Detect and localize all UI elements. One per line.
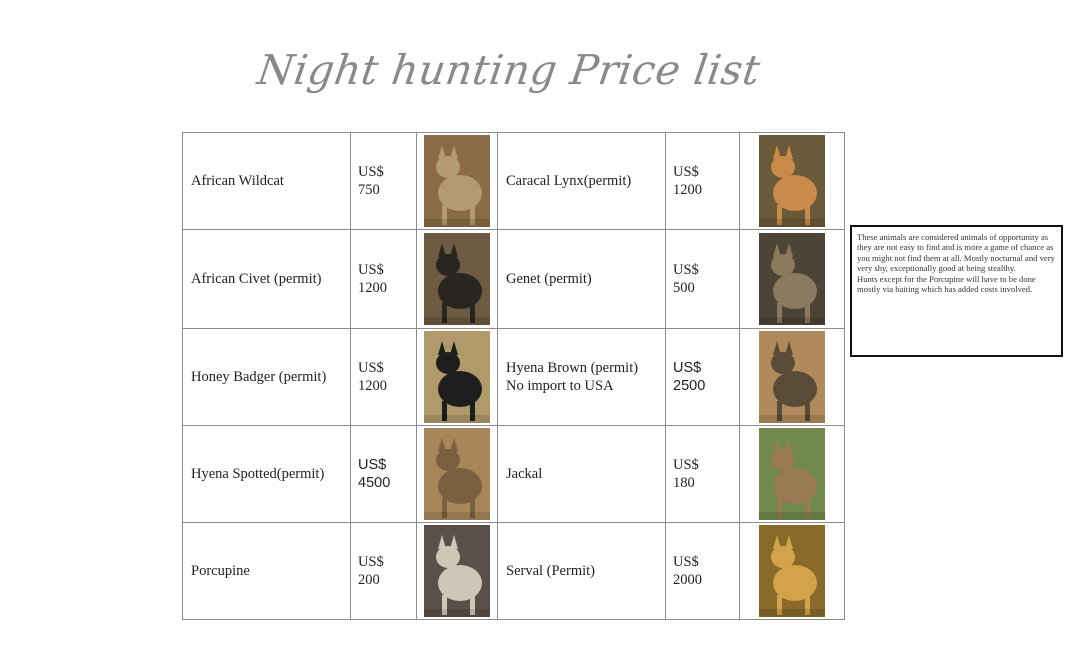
porcupine-photo [424,525,490,617]
photo-cell [740,523,845,620]
honey-badger-photo [424,331,490,423]
animal-name-cell [498,230,666,329]
photo-cell [740,230,845,329]
animal-name: Jackal [506,466,543,482]
animal-name: Hyena Spotted(permit) [191,466,325,482]
photo-cell [417,426,498,523]
price-value: 200 [358,572,380,588]
price-cell [351,523,417,620]
animal-name-cell [183,329,351,426]
table-row [183,230,845,329]
table-row [183,329,845,426]
animal-note: No import to USA [506,378,614,394]
currency-label: US$ [673,262,699,278]
currency-label: US$ [358,262,384,278]
caracal-photo [759,135,825,227]
currency-label: US$ [358,360,384,376]
price-cell [351,230,417,329]
animal-name-cell [183,523,351,620]
animal-name-cell [498,426,666,523]
animal-name: Caracal Lynx(permit) [506,173,632,189]
animal-name-cell [183,133,351,230]
price-value: 750 [358,182,380,198]
photo-cell [740,329,845,426]
price-cell [666,133,740,230]
price-value: 1200 [673,182,702,198]
animal-name-cell [183,230,351,329]
brown-hyena-photo [759,331,825,423]
table-row [183,133,845,230]
price-table [182,132,845,620]
note-text-1: These animals are considered animals of opportunity as they are not easy to find and is more a game of chance as you might not find them at all. Mostly nocturnal and very very shy, exceptionally good at being stealthy. [857,232,1055,274]
animal-name: Genet (permit) [506,271,592,287]
spotted-hyena-photo [424,428,490,520]
animal-name-cell [498,329,666,426]
currency-label: US$ [673,164,699,180]
currency-label: US$ [673,554,699,570]
price-value: 2500 [673,378,706,394]
serval-photo [759,525,825,617]
info-note [850,225,1063,357]
photo-cell [417,133,498,230]
price-value: 1200 [358,378,387,394]
photo-cell [417,329,498,426]
price-value: 4500 [358,475,391,491]
note-text-2: Hunts except for the Porcupine will have to be done mostly via baiting which has added costs involved. [857,273,1036,295]
photo-cell [740,133,845,230]
african-wildcat-photo [424,135,490,227]
currency-label: US$ [673,360,702,376]
currency-label: US$ [358,164,384,180]
jackal-photo [759,428,825,520]
price-value: 1200 [358,280,387,296]
african-civet-photo [424,233,490,325]
price-cell [666,329,740,426]
animal-name: Honey Badger (permit) [191,369,327,385]
currency-label: US$ [358,554,384,570]
table-row [183,523,845,620]
animal-name: African Civet (permit) [191,271,322,287]
photo-cell [740,426,845,523]
animal-name-cell [183,426,351,523]
price-cell [351,133,417,230]
table-row [183,426,845,523]
price-value: 500 [673,280,695,296]
page-title: Night hunting Price list [254,46,764,94]
price-value: 2000 [673,572,702,588]
animal-name: African Wildcat [191,173,284,189]
currency-label: US$ [358,457,387,473]
price-value: 180 [673,475,695,491]
animal-name: Porcupine [191,563,250,579]
price-cell [351,329,417,426]
animal-name-cell [498,133,666,230]
photo-cell [417,230,498,329]
animal-name-cell [498,523,666,620]
price-cell [666,230,740,329]
photo-cell [417,523,498,620]
animal-name: Serval (Permit) [506,563,595,579]
animal-name: Hyena Brown (permit) [506,360,639,376]
price-cell [666,426,740,523]
price-cell [666,523,740,620]
genet-photo [759,233,825,325]
price-cell [351,426,417,523]
currency-label: US$ [673,457,699,473]
